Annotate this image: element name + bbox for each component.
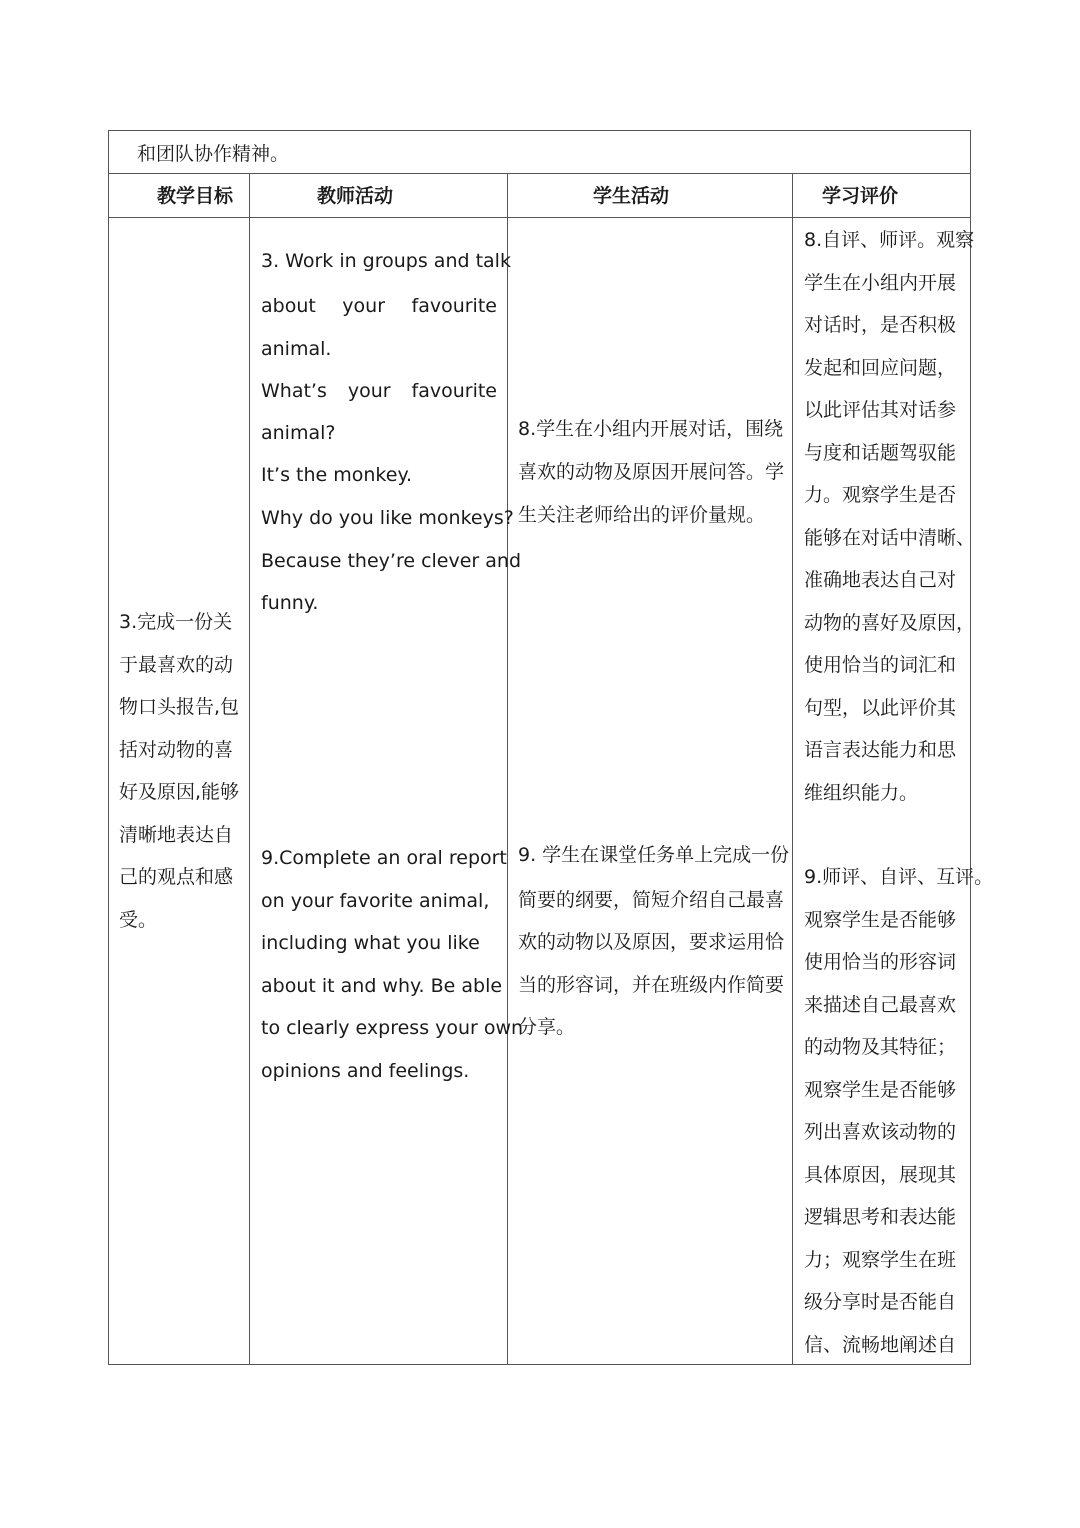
teacher-line: 3. Work in groups and talk <box>261 250 511 272</box>
teacher-line: funny. <box>261 592 319 614</box>
word: What’s <box>261 380 327 402</box>
header-teacher-activity: 教师活动 <box>316 185 393 207</box>
eval-line: 以此评估其对话参 <box>804 399 957 421</box>
eval-line: 准确地表达自己对 <box>804 569 957 591</box>
teacher-line: 9.Complete an oral report <box>261 847 507 869</box>
header-learning-evaluation: 学习评价 <box>821 185 898 207</box>
continued-text: 和团队协作精神。 <box>137 143 290 165</box>
eval-line: 句型，以此评价其 <box>804 696 957 719</box>
eval-line: 力；观察学生在班 <box>804 1248 957 1271</box>
word: your <box>342 295 386 317</box>
table-left-border <box>108 130 109 1365</box>
eval-line: 9.师评、自评、互评。 <box>804 866 994 888</box>
student-line: 喜欢的动物及原因开展问答。学 <box>518 461 785 483</box>
eval-line: 动物的喜好及原因， <box>804 611 976 634</box>
header-student-activity: 学生活动 <box>592 185 669 207</box>
eval-line: 能够在对话中清晰、 <box>804 526 976 549</box>
eval-line: 8.自评、师评。观察 <box>804 229 975 251</box>
student-line: 欢的动物以及原因，要求运用恰 <box>518 931 785 953</box>
eval-line: 与度和话题驾驭能 <box>804 441 957 464</box>
student-line: 8.学生在小组内开展对话，围绕 <box>518 418 784 440</box>
teacher-line: on your favorite animal, <box>261 890 490 912</box>
teacher-line: It’s the monkey. <box>261 464 413 486</box>
student-line: 生关注老师给出的评价量规。 <box>518 504 766 526</box>
eval-line: 对话时，是否积极 <box>804 314 957 336</box>
table-top-border <box>108 130 971 131</box>
eval-line: 语言表达能力和思 <box>804 739 957 761</box>
teacher-line: including what you like <box>261 932 480 954</box>
eval-line: 列出喜欢该动物的 <box>804 1121 957 1143</box>
goal-line: 于最喜欢的动 <box>119 653 234 676</box>
column-divider-1 <box>249 173 250 1365</box>
teacher-line: animal? <box>261 422 336 444</box>
goal-line: 好及原因,能够 <box>119 781 240 803</box>
goal-line: 物口头报告,包 <box>119 696 240 718</box>
goal-line: 3.完成一份关 <box>119 611 233 633</box>
goal-line: 括对动物的喜 <box>119 738 234 761</box>
column-divider-2 <box>507 173 508 1365</box>
goal-line: 受。 <box>119 908 158 931</box>
eval-line: 使用恰当的词汇和 <box>804 654 957 676</box>
teacher-line: to clearly express your own <box>261 1017 524 1039</box>
eval-line: 维组织能力。 <box>804 781 919 804</box>
eval-line: 观察学生是否能够 <box>804 908 957 931</box>
eval-line: 具体原因，展现其 <box>804 1163 957 1186</box>
teacher-line: Because they’re clever and <box>261 550 522 572</box>
goal-line: 己的观点和感 <box>119 866 234 888</box>
header-bottom-border <box>108 217 971 218</box>
eval-line: 学生在小组内开展 <box>804 271 957 294</box>
eval-line: 力。观察学生是否 <box>804 484 957 506</box>
word: favourite <box>411 380 497 402</box>
teacher-line: animal. <box>261 338 332 360</box>
student-line: 9. 学生在课堂任务单上完成一份 <box>518 844 790 866</box>
student-line: 当的形容词，并在班级内作简要 <box>518 974 785 996</box>
teacher-line-justified <box>261 370 497 413</box>
eval-line: 逻辑思考和表达能 <box>804 1206 957 1228</box>
word: favourite <box>411 295 497 317</box>
student-line: 分享。 <box>518 1016 576 1038</box>
eval-line: 发起和回应问题， <box>804 356 957 379</box>
word: your <box>347 380 391 402</box>
student-line: 简要的纲要，简短介绍自己最喜 <box>518 889 785 911</box>
word: about <box>261 295 316 317</box>
eval-line: 的动物及其特征； <box>804 1036 957 1058</box>
teacher-line: Why do you like monkeys? <box>261 507 514 529</box>
teacher-line-justified <box>261 285 497 328</box>
teacher-line: opinions and feelings. <box>261 1060 470 1082</box>
eval-line: 使用恰当的形容词 <box>804 951 957 973</box>
eval-line: 来描述自己最喜欢 <box>804 993 957 1016</box>
eval-line: 信、流畅地阐述自 <box>804 1333 957 1356</box>
eval-line: 观察学生是否能够 <box>804 1078 957 1101</box>
eval-line: 级分享时是否能自 <box>804 1291 957 1313</box>
header-teaching-goal: 教学目标 <box>156 185 233 207</box>
column-divider-3 <box>792 173 793 1365</box>
goal-line: 清晰地表达自 <box>119 823 234 846</box>
teacher-line: about it and why. Be able <box>261 975 503 997</box>
table-right-border <box>970 130 971 1365</box>
